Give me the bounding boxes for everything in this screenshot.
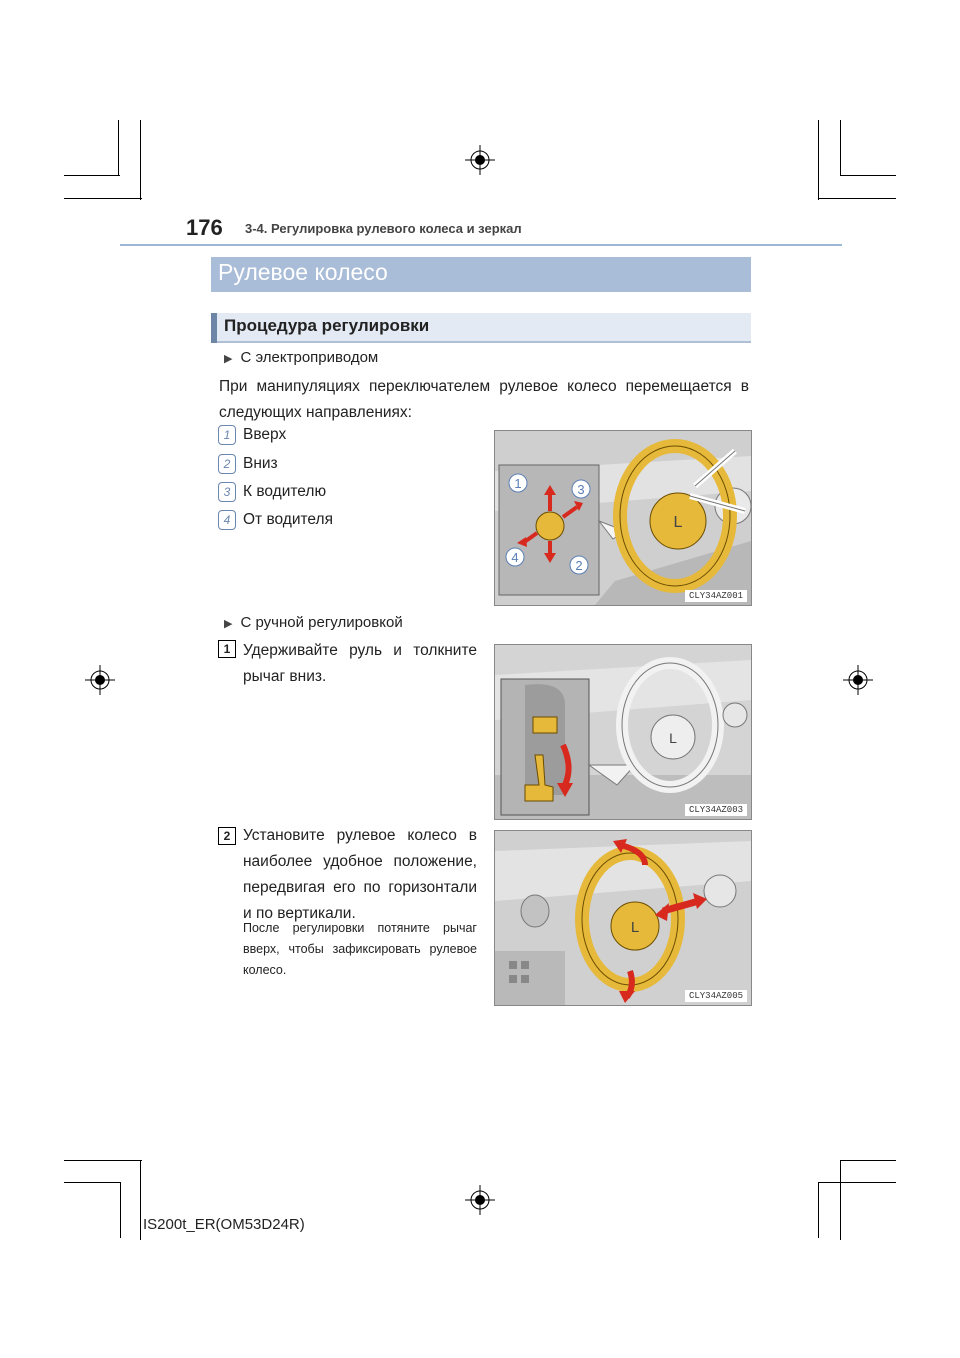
crop-mark <box>818 198 896 199</box>
svg-text:L: L <box>630 919 640 936</box>
figure-manual-position <box>494 830 752 1006</box>
crop-mark <box>140 120 141 200</box>
svg-text:1: 1 <box>514 476 522 491</box>
item-number: 4 <box>218 510 236 530</box>
registration-mark-icon <box>465 1185 495 1215</box>
step-text: Установите рулевое колесо в наиболее удобное положение, передвигая его по горизонтали и по вертикали. <box>243 827 477 922</box>
registration-mark-icon <box>843 665 873 695</box>
triangle-bullet-icon: ▶ <box>224 353 233 365</box>
crop-mark <box>118 120 119 176</box>
crop-mark <box>64 1160 142 1161</box>
step-text: Удерживайте руль и толкните рычаг вниз. <box>243 642 477 685</box>
model-code: IS200t_ER(OM53D24R) <box>143 1216 305 1233</box>
svg-text:4: 4 <box>511 550 519 565</box>
bullet-manual <box>224 614 403 631</box>
step-note: После регулировки потяните рычаг вверх, чтобы зафиксировать рулевое колесо. <box>243 921 477 977</box>
bullet-electric <box>224 349 378 366</box>
item-label: Вниз <box>243 455 278 472</box>
crop-mark <box>140 1160 141 1240</box>
figure-caption: CLY34AZ005 <box>685 990 747 1002</box>
item-label: Вверх <box>243 426 287 443</box>
running-head: 3-4. Регулировка рулевого колеса и зеркал <box>245 221 522 236</box>
item-number: 3 <box>218 482 236 502</box>
electric-intro: При манипуляциях переключателем рулевое колесо перемещается в следующих направлениях: <box>219 378 749 421</box>
page-number: 176 <box>186 215 223 240</box>
crop-mark <box>64 1182 120 1183</box>
crop-mark <box>818 1182 896 1183</box>
figure-manual-lever <box>494 644 752 820</box>
crop-mark <box>818 120 819 200</box>
svg-text:3: 3 <box>577 482 585 497</box>
bullet-manual-label: С ручной регулировкой <box>240 614 403 631</box>
svg-text:L: L <box>673 514 683 531</box>
item-label: От водителя <box>243 511 333 528</box>
crop-mark <box>64 198 142 199</box>
subsection-accent <box>211 313 217 343</box>
figure-electric-steering <box>494 430 752 606</box>
figure-caption: CLY34AZ003 <box>685 804 747 816</box>
crop-mark <box>840 120 841 176</box>
svg-text:2: 2 <box>575 558 583 573</box>
figure-caption: CLY34AZ001 <box>685 590 747 602</box>
triangle-bullet-icon: ▶ <box>224 618 233 630</box>
crop-mark <box>818 1182 819 1238</box>
item-number: 2 <box>218 454 236 474</box>
crop-mark <box>840 1160 896 1161</box>
registration-mark-icon <box>465 145 495 175</box>
step-number: 2 <box>218 827 236 845</box>
svg-text:L: L <box>669 730 677 746</box>
manual-lever-illustration <box>495 645 751 819</box>
crop-mark <box>840 175 896 176</box>
subsection-title: Процедура регулировки <box>224 316 430 335</box>
crop-mark <box>840 1160 841 1240</box>
header-rule <box>120 244 842 246</box>
crop-mark <box>64 175 120 176</box>
registration-mark-icon <box>85 665 115 695</box>
crop-mark <box>120 1182 121 1238</box>
item-number: 1 <box>218 425 236 445</box>
manual-position-illustration <box>495 831 751 1005</box>
section-title: Рулевое колесо <box>218 259 388 285</box>
item-label: К водителю <box>243 483 327 500</box>
step-number: 1 <box>218 640 236 658</box>
bullet-electric-label: С электроприводом <box>240 349 379 366</box>
electric-steering-illustration <box>495 431 751 605</box>
